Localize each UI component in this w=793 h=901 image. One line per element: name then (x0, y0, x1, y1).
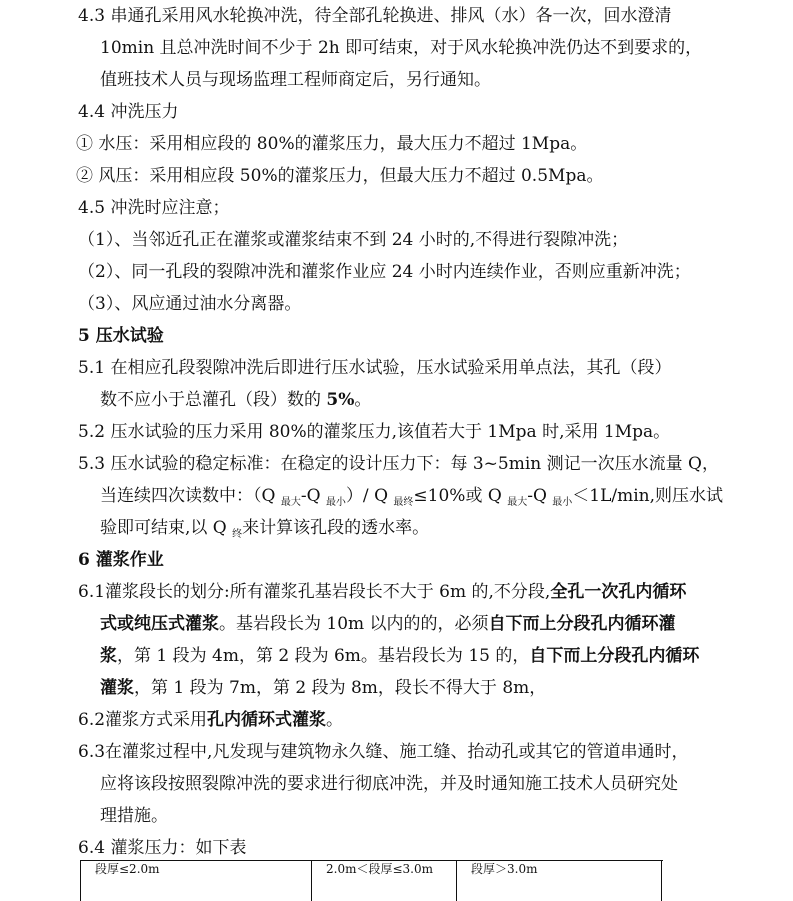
item-water-pressure: ① 水压：采用相应段的 80%的灌浆压力，最大压力不超过 1Mpa。 (76, 134, 588, 154)
note-3: （3）、风应通过油水分离器。 (78, 294, 302, 314)
para-4-3-line3: 值班技术人员与现场监理工程师商定后，另行通知。 (100, 70, 491, 90)
para-4-3-line1: 4.3 串通孔采用风水轮换冲洗，待全部孔轮换进、排风（水）各一次，回水澄清 (78, 6, 672, 26)
para-5-3-line3: 验即可结束,以 Q $_终$来计算该孔段的透水率。 (100, 518, 430, 540)
para-6-1-line1: 6.1灌浆段长的划分:所有灌浆孔基岩段长不大于 6m 的,不分段,全孔一次孔内循环 (78, 582, 687, 602)
para-5-1-line2: 数不应小于总灌孔（段）数的 5%。 (100, 390, 372, 410)
note-1: （1）、当邻近孔正在灌浆或灌浆结束不到 24 小时的,不得进行裂隙冲洗； (78, 230, 629, 250)
para-5-2: 5.2 压水试验的压力采用 80%的灌浆压力,该值若大于 1Mpa 时,采用 1Mpa。 (78, 422, 671, 442)
heading-5: 5 压水试验 (78, 326, 164, 346)
para-6-1-line4: 灌浆，第 1 段为 7m，第 2 段为 8m，段长不得大于 8m， (100, 678, 547, 698)
para-5-1-line1: 5.1 在相应孔段裂隙冲洗后即进行压水试验，压水试验采用单点法，其孔（段） (78, 358, 672, 378)
para-6-1-line3: 浆，第 1 段为 4m，第 2 段为 6m。基岩段长为 15 的，自下而上分段孔内循环 (100, 646, 700, 666)
para-4-3-line2: 10min 且总冲洗时间不少于 2h 即可结束，对于风水轮换冲洗仍达不到要求的， (100, 38, 703, 58)
item-air-pressure: ② 风压：采用相应段 50%的灌浆压力，但最大压力不超过 0.5Mpa。 (76, 166, 604, 186)
heading-6-4: 6.4 灌浆压力：如下表 (78, 838, 247, 858)
table-header-cell: 2.0m＜段厚≤3.0m (312, 861, 457, 901)
pressure-table (80, 860, 663, 901)
table-header-cell: 段厚＞3.0m (457, 861, 662, 901)
heading-4-4: 4.4 冲洗压力 (78, 102, 179, 122)
para-6-1-line2: 式或纯压式灌浆。基岩段长为 10m 以内的的，必须自下而上分段孔内循环灌 (100, 614, 676, 634)
para-5-3-line2: 当连续四次读数中：（Q $_{最大}$-Q $_{最小}$）/ Q $_{最终}$≤10%或 Q $_{最大}$-Q $_{最小}$＜1L/min,则压水试 (100, 486, 724, 508)
para-6-2: 6.2灌浆方式采用孔内循环式灌浆。 (78, 710, 344, 730)
table-header-cell: 段厚≤2.0m (81, 861, 312, 901)
heading-4-5: 4.5 冲洗时应注意； (78, 198, 230, 218)
heading-6: 6 灌浆作业 (78, 550, 164, 570)
para-6-3-line1: 6.3在灌浆过程中,凡发现与建筑物永久缝、施工缝、抬动孔或其它的管道串通时， (78, 742, 689, 762)
para-6-3-line2: 应将该段按照裂隙冲洗的要求进行彻底冲洗，并及时通知施工技术人员研究处 (100, 774, 678, 794)
para-6-3-line3: 理措施。 (100, 806, 168, 826)
note-2: （2）、同一孔段的裂隙冲洗和灌浆作业应 24 小时内连续作业，否则应重新冲洗； (78, 262, 691, 282)
para-5-3-line1: 5.3 压水试验的稳定标准：在稳定的设计压力下：每 3~5min 测记一次压水流量 Q， (78, 454, 719, 474)
